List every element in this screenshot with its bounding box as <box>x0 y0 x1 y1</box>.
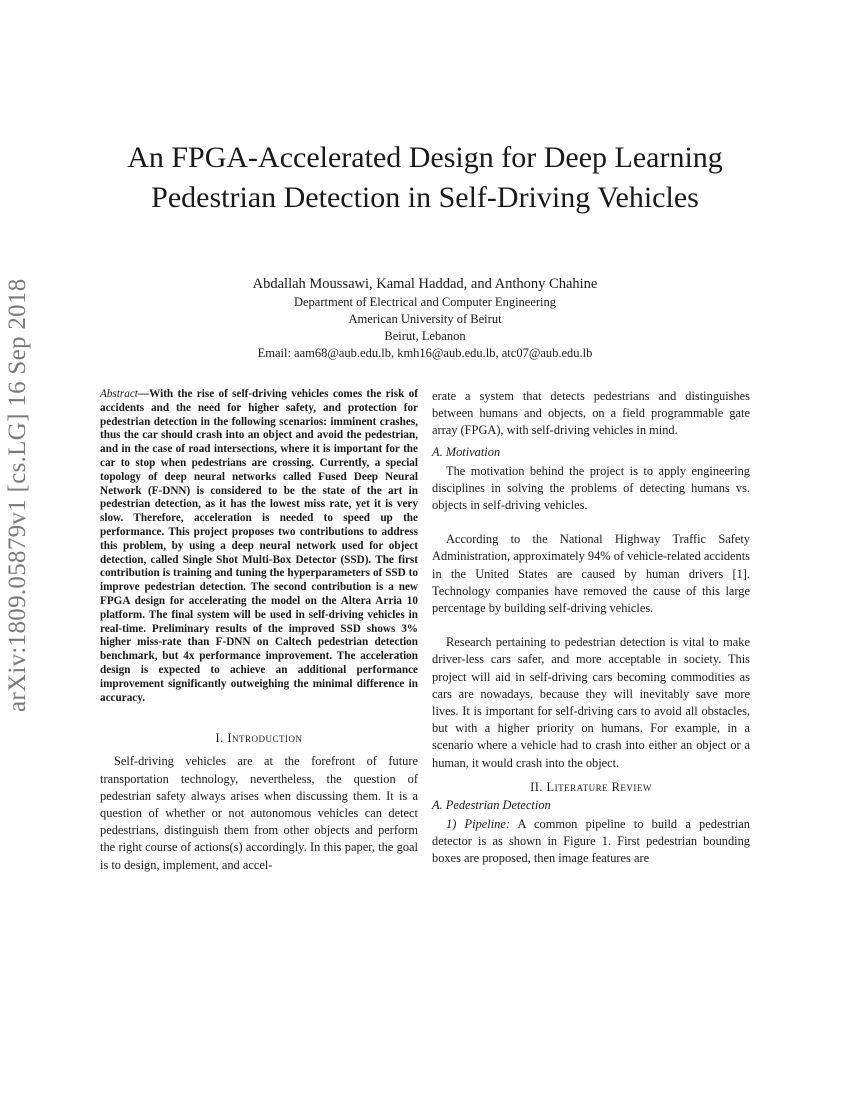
section-heading-introduction: I. Introduction <box>215 731 303 746</box>
subsection-heading-motivation: A. Motivation <box>432 444 501 459</box>
author-block <box>95 274 755 362</box>
pipeline-text: A common pipeline to build a pedestrian detector is as shown in Figure 1. First pedestrian bounding boxes are proposed, then image features are <box>432 816 750 866</box>
left-column <box>100 388 418 874</box>
pipeline-paragraph <box>432 816 750 868</box>
introduction-continued: erate a system that detects pedestrians and distinguishes between humans and objects, on a field programmable gate array (FPGA), with self-driving vehicles in mind. <box>432 389 750 438</box>
introduction-paragraph: Self-driving vehicles are at the forefront of future transportation technology, nevertheless, the question of pedestrian safety always arises when discussing them. It is a question of whether or not autonomous vehicles can detect pedestrians, distinguish them from other objects and perform the right course of actions(s) accordingly. In this paper, the goal is to design, implement, and accel- <box>100 754 418 872</box>
motivation-paragraph-3: Research pertaining to pedestrian detection is vital to make driver-less cars safer, and more acceptable in society. This project will aid in self-driving cars becoming commodities as cars are nowadays, because they will inevitably save more lives. It is important for self-driving cars to avoid all obstacles, but with a higher priority on humans. For example, in a scenario where a vehicle had to crash into either an object or a human, it would crash into the object. <box>432 635 750 770</box>
author-emails: Email: aam68@aub.edu.lb, kmh16@aub.edu.lb, atc07@aub.edu.lb <box>257 346 593 360</box>
subsection-heading-pedestrian-detection: A. Pedestrian Detection <box>432 797 551 812</box>
right-column <box>432 388 750 867</box>
paper-title: An FPGA-Accelerated Design for Deep Learning Pedestrian Detection in Self-Driving Vehicles <box>127 141 723 214</box>
pipeline-label: 1) Pipeline: <box>446 816 510 831</box>
affiliation-city: Beirut, Lebanon <box>384 329 466 343</box>
affiliation-department: Department of Electrical and Computer Engineering <box>293 295 557 309</box>
abstract-label: Abstract <box>100 388 138 400</box>
author-names: Abdallah Moussawi, Kamal Haddad, and Anthony Chahine <box>252 276 598 292</box>
abstract-text: —With the rise of self-driving vehicles comes the risk of accidents and the need for higher safety, and protection for pedestrian detection in the following scenarios: imminent crashes, thus the car should crash into an object and avoid the pedestrian, and in the case of road intersections, where it is important for the car to stop when pedestrians are crossing. Currently, a special topology of deep neural networks called Fused Deep Neural Network (F-DNN) is considered to be the state of the art in pedestrian detection, as it has the lowest miss rate, yet it is very slow. Therefore, acceleration is needed to speed up the performance. This project proposes two contributions to address this problem, by using a deep neural network used for object detection, called Single Shot Multi-Box Detector (SSD). The first contribution is training and tuning the hyperparameters of SSD to improve pedestrian detection. The second contribution is a new FPGA design for accelerating the model on the Altera Arria 10 platform. The final system will be used in self-driving vehicles in real-time. Preliminary results of the improved SSD shows 3% higher miss-rate than F-DNN on Caltech pedestrian detection benchmark, but 4x performance improvement. The acceleration design is expected to achieve an additional performance improvement significantly outweighing the minimal difference in accuracy. <box>100 388 418 704</box>
motivation-paragraph-1: The motivation behind the project is to apply engineering disciplines in solving the problems of detecting humans vs. objects in self-driving vehicles. <box>432 463 750 513</box>
arxiv-identifier: arXiv:1809.05879v1 [cs.LG] 16 Sep 2018 <box>4 278 31 712</box>
section-heading-literature-review: II. Literature Review <box>530 779 652 794</box>
abstract <box>100 388 418 705</box>
affiliation-university: American University of Beirut <box>348 312 502 326</box>
motivation-paragraph-2: According to the National Highway Traffic Safety Administration, approximately 94% of vehicle-related accidents in the United States are caused by human drivers [1]. Technology companies have removed the cause of this large percentage by building self-driving vehicles. <box>432 532 750 616</box>
